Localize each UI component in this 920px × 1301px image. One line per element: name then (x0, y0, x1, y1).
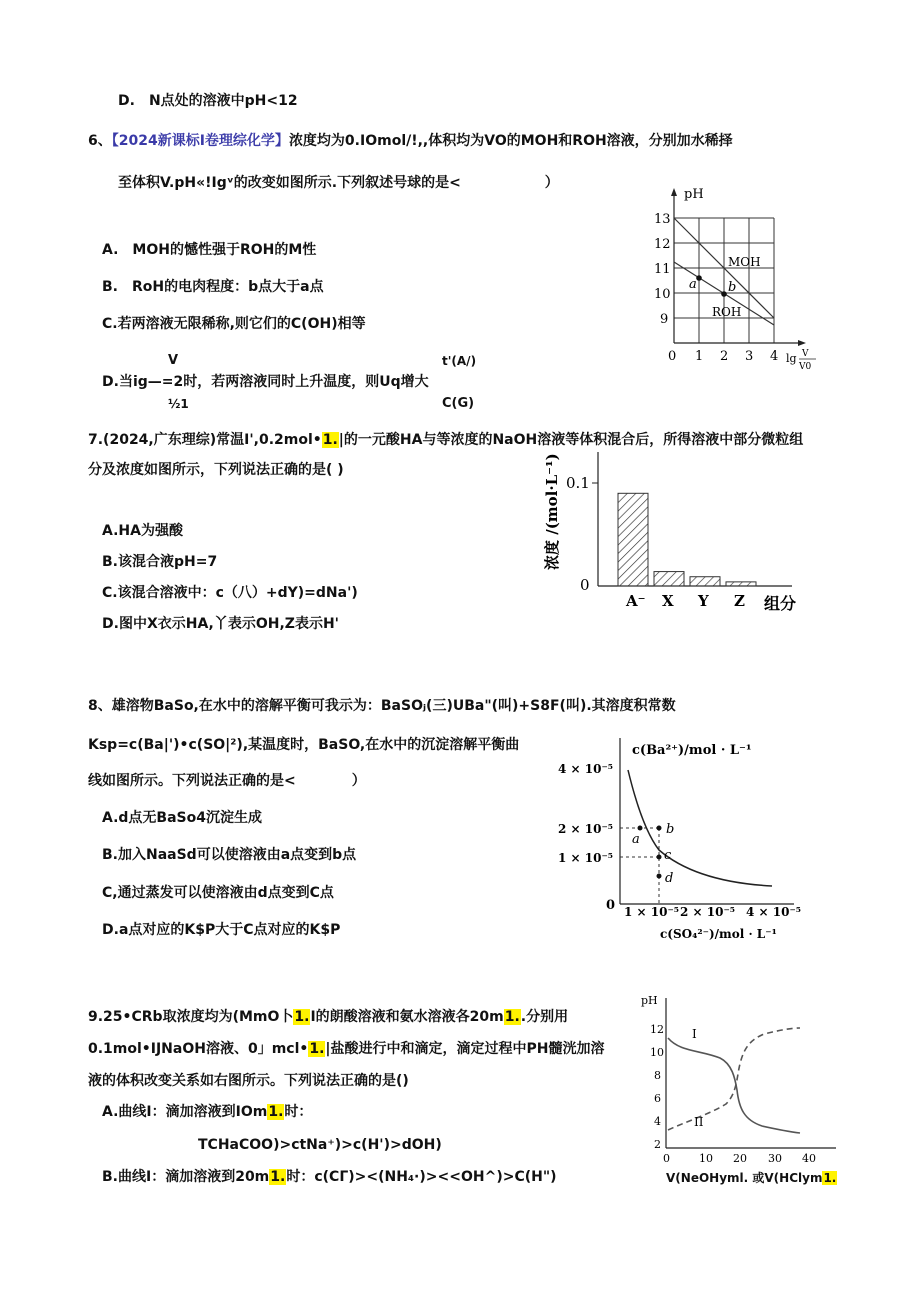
q9-xtick: 20 (733, 1152, 747, 1165)
q7-bars (618, 493, 756, 610)
q9-option-a-suffix: 时： (284, 1104, 313, 1120)
q7-stem-suffix: |的一元酸HA与等浓度的NaOH溶液等体积混合后，所得溶液中部分微粒组 (338, 432, 804, 448)
q9-l1-highlight2: 1. (504, 1009, 520, 1025)
q9-stem-line1 (88, 1008, 568, 1026)
q8-point-b (657, 826, 662, 831)
q9-option-b-prefix: B.曲线I：滴加溶液到20m (102, 1169, 270, 1185)
q8-ytick: 4 × 10⁻⁵ (558, 762, 614, 776)
q6-option-d-frac-bottom: ½1 (168, 397, 189, 411)
q9-curve-I (668, 1038, 800, 1133)
q6-xtick: 2 (720, 349, 729, 364)
q9-ytick: 10 (650, 1046, 664, 1059)
q8-stem-line3: 线如图所示。下列说法正确的是< ） (88, 773, 366, 789)
q9-l2-suffix: |盐酸进行中和滴定，滴定过程中PH髓洸加溶 (325, 1041, 605, 1057)
q9-stem-line2 (88, 1040, 605, 1058)
q9-l2-highlight: 1. (309, 1041, 325, 1057)
q6-xlabel-lg: lg (786, 352, 797, 365)
q6-ytick: 12 (654, 237, 671, 252)
q6-option-c: C.若两溶液无限稀称,则它们的C(OH)相等 (102, 316, 366, 332)
q5-option-d: D. N点处的溶液中pH<12 (118, 93, 298, 109)
q6-xtick: 3 (745, 349, 754, 364)
q9-l1-prefix: 9.25•CRb取浓度均为(MmO卜 (88, 1009, 294, 1025)
q6-ytick: 10 (654, 287, 671, 302)
q9-xtick: 0 (663, 1152, 670, 1165)
q8-x-label: c(SO₄²⁻)/mol · L⁻¹ (660, 927, 777, 941)
q9-x-label-prefix: V(NeOHyml. (666, 1171, 749, 1185)
q6-point-b-label: b (728, 280, 737, 295)
q9-x-label (666, 1169, 837, 1187)
q9-option-a (102, 1103, 312, 1121)
q9-l1-suffix: .分别用 (520, 1009, 569, 1025)
q7-bar-0 (618, 493, 648, 586)
q7-bar-2 (690, 577, 720, 586)
q7-option-b: B.该混合液pH=7 (102, 554, 218, 570)
q6-option-d-ratio-bottom: C(G) (442, 396, 475, 411)
q8-ytick: 1 × 10⁻⁵ (558, 851, 614, 865)
q7-ytick-top: 0.1 (566, 474, 590, 492)
q7-y-label: 浓度 /(mol·L⁻¹) (543, 453, 561, 570)
q6-source: 【2024新课标Ⅰ卷理综化学】 (111, 133, 289, 149)
q9-titration-chart (640, 990, 840, 1172)
q9-option-b (102, 1168, 557, 1186)
q6-stem-line2: 至体积V.pH«!Igᵛ的改变如图所示.下列叙述号球的是< ） (118, 175, 559, 191)
q7-highlight: 1. (322, 432, 338, 448)
q9-curve-I-label: I (692, 1027, 697, 1041)
q8-option-d: D.a点对应的K$P大于C点对应的K$P (102, 922, 341, 938)
q9-stem-line3: 液的体积改变关系如右图所示。下列说法正确的是() (88, 1073, 409, 1089)
q6-y-arrow (671, 188, 677, 196)
q9-option-b-suffix: 时：c(CГ)><(NH₄·)><<OH^)>C(H") (286, 1169, 557, 1185)
q7-option-a: A.HA为强酸 (102, 523, 183, 539)
q7-stem-prefix: 7.(2024,广东理综)常温I',0.2mol• (88, 432, 322, 448)
q8-ytick: 2 × 10⁻⁵ (558, 822, 614, 836)
q8-option-b: B.加入NaaSd可以使溶液由a点变到b点 (102, 847, 357, 863)
q8-y-label: c(Ba²⁺)/mol · L⁻¹ (632, 743, 752, 758)
q6-ph-dilution-chart (640, 182, 820, 378)
q7-stem-line2: 分及浓度如图所示，下列说法正确的是( ) (88, 462, 344, 478)
q9-option-a-prefix: A.曲线I：滴加溶液到IOm (102, 1104, 268, 1120)
q8-point-a (638, 826, 643, 831)
q9-y-label: pH (641, 994, 658, 1007)
q6-x-arrow (798, 340, 806, 346)
q6-option-a: A. MOH的憾性强于ROH的M性 (102, 242, 317, 258)
q9-ytick: 4 (654, 1115, 661, 1128)
q9-option-a-highlight: 1. (268, 1104, 284, 1120)
q9-xtick: 10 (699, 1152, 713, 1165)
q6-option-d-frac-top: V (168, 353, 179, 368)
q8-ytick-zero: 0 (606, 898, 616, 913)
q9-l1-mid: I的朗酸溶液和氨水溶液各20m (310, 1009, 504, 1025)
q6-ytick: 13 (654, 212, 671, 227)
q9-xtick: 30 (768, 1152, 782, 1165)
q6-stem-line1 (88, 132, 733, 150)
q9-curve-II-label: II (694, 1115, 704, 1129)
q8-xtick: 4 × 10⁻⁵ (746, 905, 802, 919)
q8-point-c (657, 855, 662, 860)
q8-point-c-label: c (664, 848, 672, 863)
q8-point-d (657, 874, 662, 879)
q8-stem-line2: Ksp=c(Ba|')•c(SO|²),某温度时，BaSO,在水中的沉淀溶解平衡曲 (88, 737, 520, 753)
q6-option-b: B. RoH的电肉程度：b点大于a点 (102, 279, 324, 295)
q7-category-label: A⁻ (626, 592, 646, 610)
q9-option-b-highlight: 1. (270, 1169, 286, 1185)
q7-category-label: Z (734, 592, 745, 610)
q9-x-label-mid: 或V(HClym (752, 1171, 823, 1185)
q9-l1-highlight1: 1. (294, 1009, 310, 1025)
q8-point-b-label: b (666, 822, 675, 837)
q7-bar-3 (726, 582, 756, 586)
q9-ytick: 12 (650, 1023, 664, 1036)
q8-xtick: 2 × 10⁻⁵ (680, 905, 736, 919)
q7-ytick-zero: 0 (580, 576, 590, 594)
q6-roh-label: ROH (712, 305, 742, 319)
q6-xlabel-denominator: V0 (799, 362, 812, 372)
q9-ytick: 6 (654, 1092, 661, 1105)
q7-bar-1 (654, 572, 684, 586)
q7-category-label: X (662, 592, 674, 610)
q6-point-a (696, 275, 702, 281)
q6-xlabel-numerator: V (802, 349, 809, 359)
q6-stem-text: 浓度均为0.IOmol/!,,体积均为VO的MOH和ROH溶液，分别加水稀择 (288, 133, 733, 149)
q6-option-d: D.当ig—=2时，若两溶液同时上升温度，则Uq增大 (102, 374, 429, 390)
q6-xtick: 1 (695, 349, 704, 364)
q8-point-a-label: a (632, 832, 640, 847)
q8-solubility-curve-chart (556, 732, 806, 944)
q7-category-label: Y (698, 592, 709, 610)
q9-xtick: 40 (802, 1152, 816, 1165)
q7-option-d: D.图中X衣示HA,丫表示OH,Z表示H' (102, 616, 339, 632)
q8-point-d-label: d (665, 871, 674, 886)
q9-x-label-highlight: 1. (823, 1171, 837, 1185)
q8-option-a: A.d点无BaSo4沉淀生成 (102, 810, 262, 826)
q7-bar-chart (530, 446, 820, 616)
q9-option-a-equation: TCHaCOO)>ctNa⁺)>c(H')>dOH) (198, 1137, 442, 1153)
q6-option-d-ratio-top: t'(A/) (442, 354, 477, 368)
q8-equilibrium-curve (628, 770, 772, 886)
q8-stem-line1: 8、雄溶物BaSo,在水中的溶解平衡可我示为：BaSOⱼ(三)UBa"(叫)+S8F(叫).其溶度积常数 (88, 698, 676, 714)
q6-xtick: 0 (668, 349, 677, 364)
q6-point-a-label: a (689, 277, 697, 292)
q9-ytick: 2 (654, 1138, 661, 1151)
q6-ytick: 11 (654, 262, 671, 277)
q6-xtick: 4 (770, 349, 779, 364)
q9-l2-prefix: 0.1mol•IJNaOH溶液、0」mcl• (88, 1041, 309, 1057)
q7-x-label: 组分 (764, 594, 797, 613)
q6-number: 6、 (88, 133, 112, 149)
q7-option-c: C.该混合溶液中：c（八）+dY)=dNa') (102, 585, 358, 601)
q6-point-b (721, 291, 727, 297)
q8-xtick: 1 × 10⁻⁵ (624, 905, 680, 919)
q8-option-c: C,通过蒸发可以使溶液由d点变到C点 (102, 885, 334, 901)
q6-moh-label: MOH (728, 255, 761, 269)
q6-ytick: 9 (660, 312, 669, 327)
q9-ytick: 8 (654, 1069, 661, 1082)
q6-y-label: pH (684, 187, 704, 202)
